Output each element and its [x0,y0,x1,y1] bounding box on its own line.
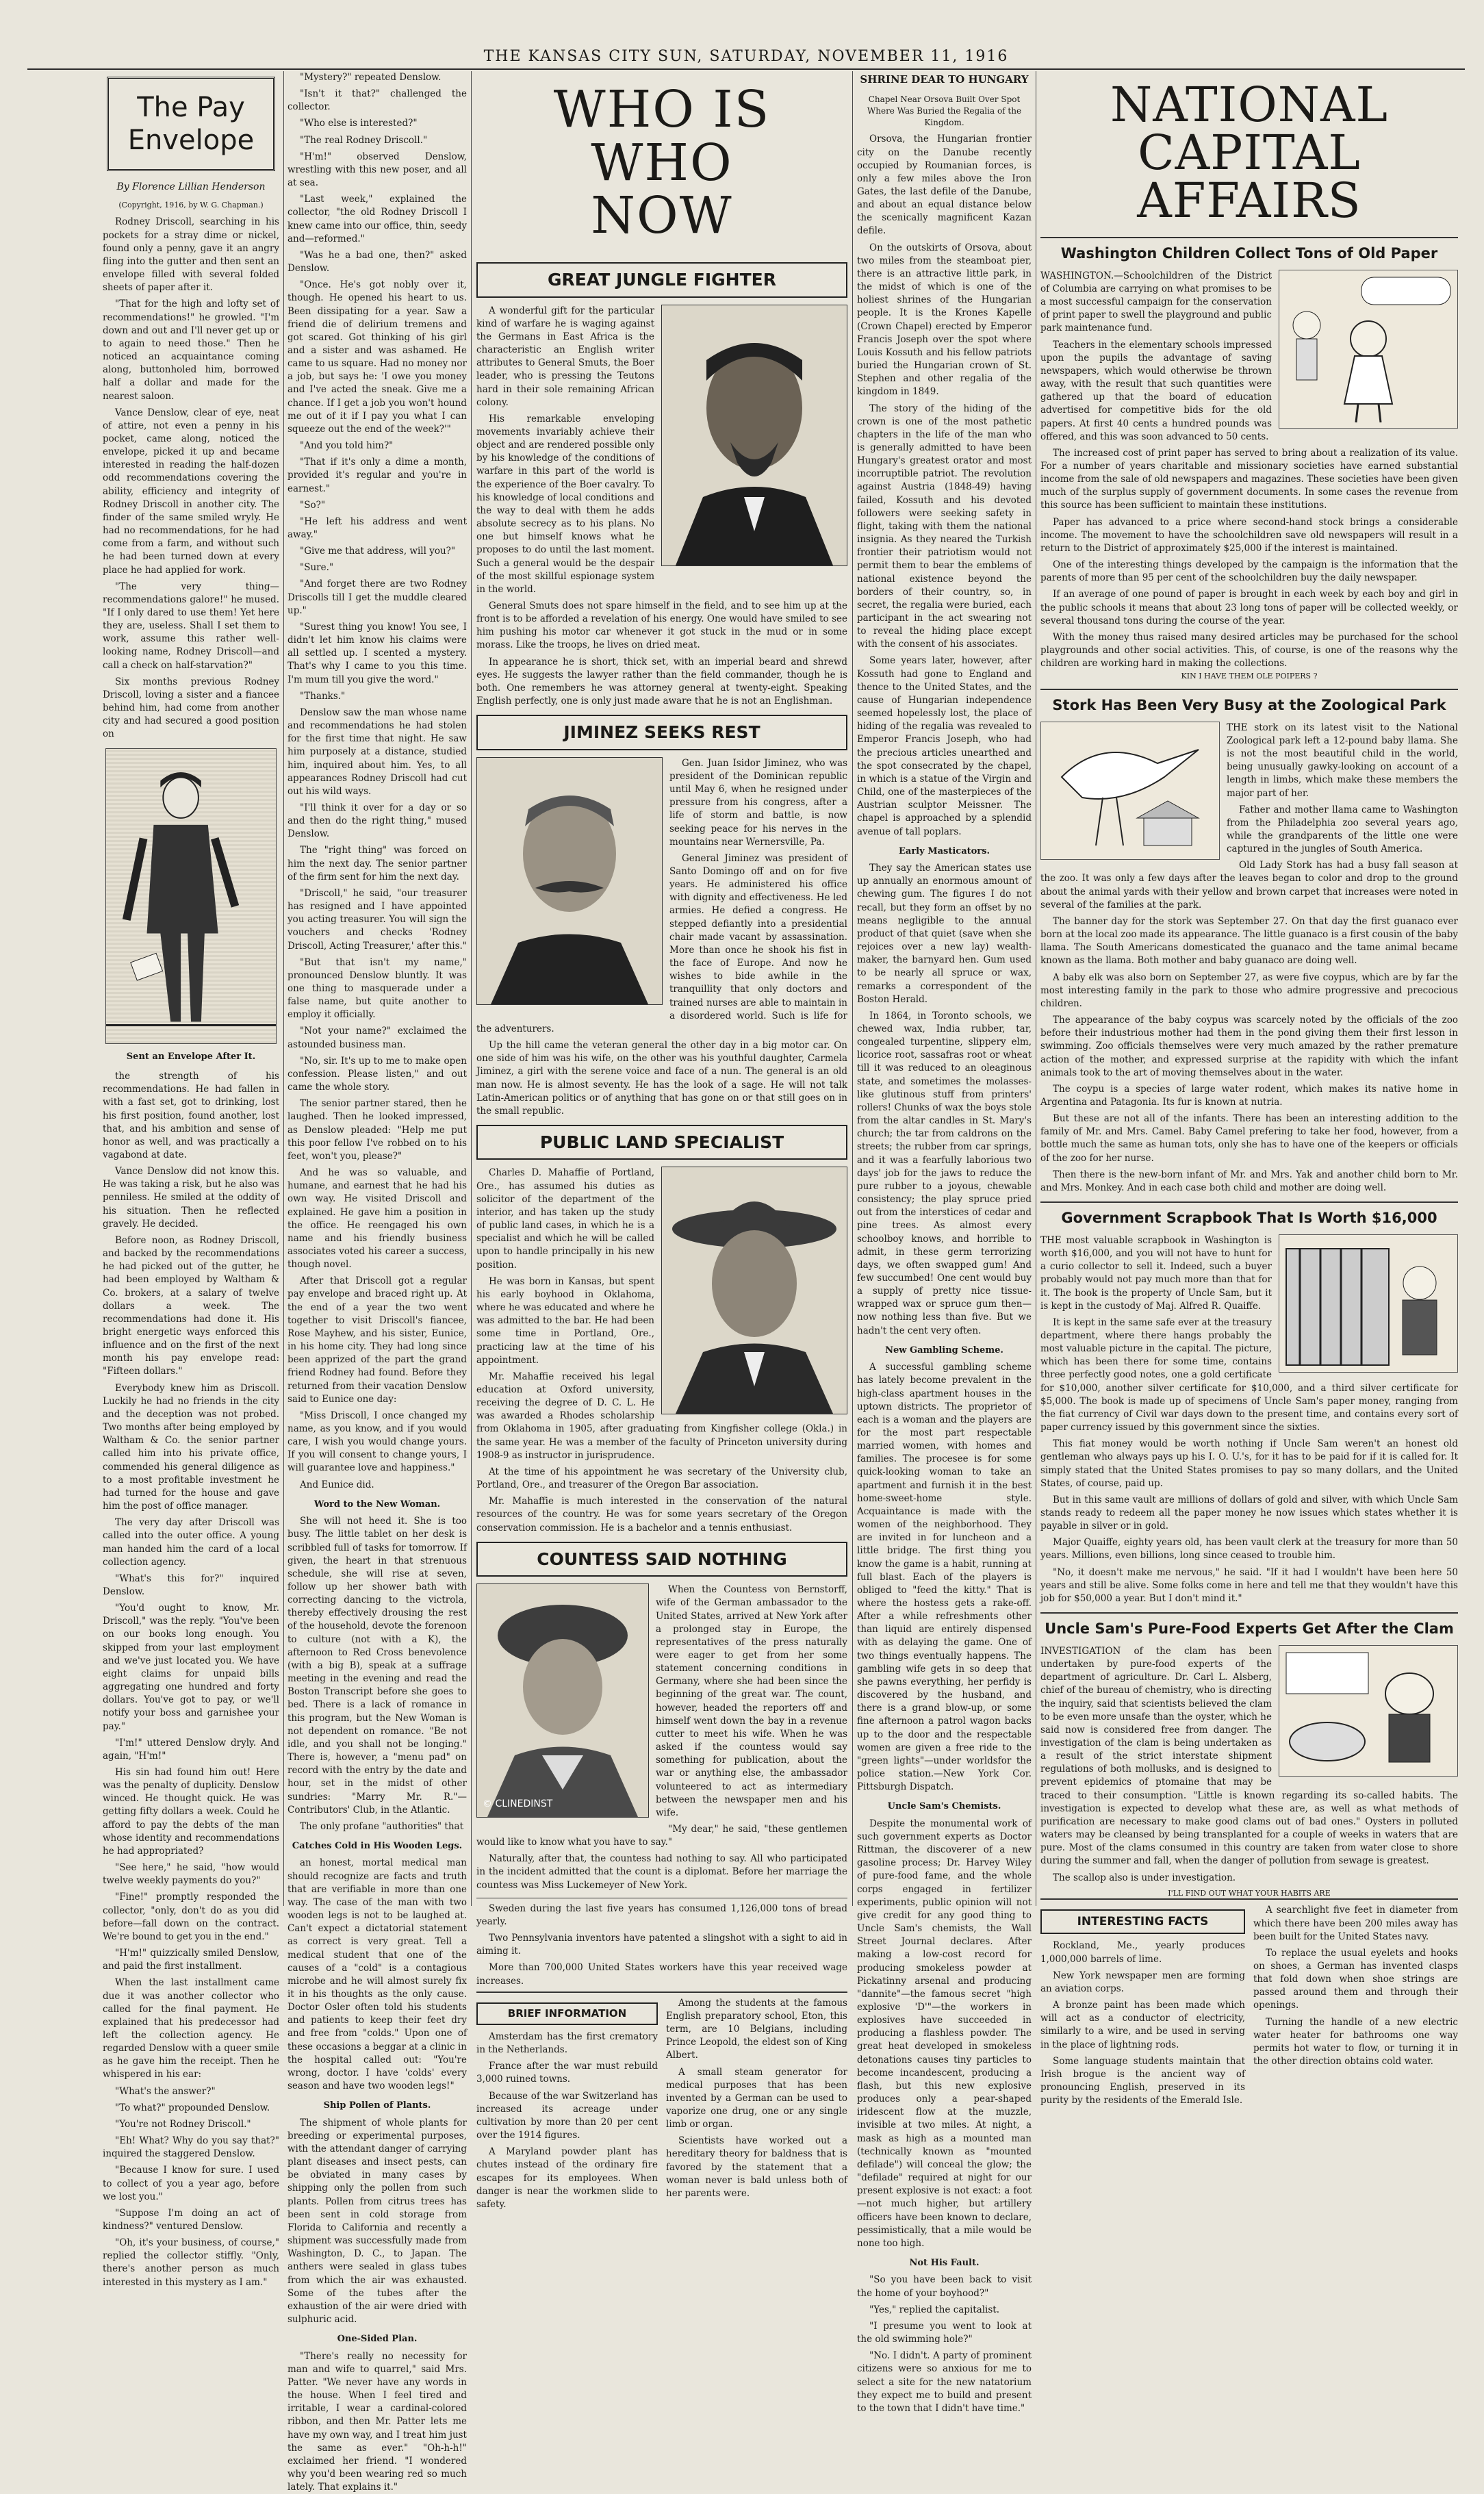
column-who-is-who [476,71,847,2210]
paragraph: Among the students at the famous English preparatory school, Eton, this term, are 10 Belgians, including Prince Leopold, the eldest son of King Albert. [666,1997,847,2061]
headline-old-paper: Washington Children Collect Tons of Old Paper [1040,237,1458,264]
paragraph: She will not heed it. She is too busy. The little tablet on her desk is scribbled full of tasks for tomorrow. If given, the heart in that strenuous schedule, she will rise at seven, follow up her shower bath with correcting dancing to the victrola, thereby effectively drousing the rest of the household, devote the forenoon to culture (not with a K), the afternoon to Red Cross benevolence (with a big B), speak at a suffrage meeting in the evening and read the Boston Transcript before she goes to bed. There is a lack of romance in this program, but the New Woman is not dependent on romance. "Be not idle, and you shall not be longing." There is, however, a "menu pad" on record with the entry by the date and hour, set in the midst of other sundries: "Marry Mr. R."—Contributors' Club, in the Atlantic. [287,1516,467,1816]
paragraph: With the money thus raised many desired articles may be purchased for the school playgrounds and other social activities. This, of course, is one of the reasons why the children are working hard in making the collections. [1040,631,1458,670]
subhead-one-sided-plan: One-Sided Plan. [337,2334,418,2345]
story-title-box [107,77,275,171]
paragraph: "Miss Driscoll, I once changed my name, as you know, and if you would care, I wish you would change yours. If you will consent to change yours, I will guarantee love and happiness." [287,1410,467,1474]
paragraph: After that Driscoll got a regular pay envelope and braced right up. At the end of a year the two went together to visit Driscoll's fiancee, Rose Mayhew, and his sister, Eunice, in his home city. They had long since been apprized of the part the grand friend Rodney had found. Before they returned from their vacation Denslow said to Eunice one day: [287,1275,467,1405]
paragraph: "Not your name?" exclaimed the astounded business man. [287,1026,467,1050]
paragraph: "There's really no necessity for man and wife to quarrel," said Mrs. Patter. "We never have any words in the house. When I feel tired and irritable, I wear a cardinal-colored ribbon, and then Mr. Patter lets me have my own way, and I treat him just the same as ever." "Oh-h-h!" exclaimed her friend. "I wondered why you'd been wearing red so much lately. That explains it." [287,2350,467,2493]
column-rule [283,71,284,1906]
story-title: The Pay Envelope [127,92,255,156]
paragraph: The "right thing" was forced on him the next day. The senior partner of the firm sent for him the next day. [287,845,467,882]
subhead-gambling: New Gambling Scheme. [885,1345,1003,1356]
column-national-capital [1040,71,1458,2107]
paragraph: "Thanks." [300,690,346,702]
section-title-line: CAPITAL AFFAIRS [1137,125,1361,229]
column-rule [852,71,853,1906]
paragraph: Amsterdam has the first crematory in the Netherlands. [476,2031,658,2056]
interesting-facts-right [1253,1904,1458,2111]
paragraph: "Fine!" promptly responded the collector, "only, don't do as you did before—fall down on the contract. We're bound to get you in the end." [103,1892,279,1942]
paragraph: Gen. Juan Isidor Jiminez, who was president of the Dominican republic until May 6, when he resigned under pressure from his congress, after a life of storm and battle, is now seeking peace for his nerves in the mountains near Wernersville, Pa. [669,757,847,848]
paragraph: It is kept in the same safe ever at the treasury department, where there hangs probably the most valuable picture in the capital. The picture, which has been there for some time, contains three perfectly good notes, one a gold certificate for $10,000, another silver certificate for $10,000, and a third silver certificate for $5,000. The book is made up of specimens of Uncle Sam's paper money, ranging from the fiat currency of Civil war days down to the present time, and contains every sort of paper currency issued by this government since the sixties. [1040,1316,1458,1434]
headline-clam: Uncle Sam's Pure-Food Experts Get After the Clam [1040,1612,1458,1640]
paragraph: "That if it's only a dime a month, provided it's regular and you're in earnest." [287,457,467,494]
cartoon-child-papers [1279,270,1458,429]
paragraph: A wonderful gift for the particular kind of warfare he is waging against the Germans in East Africa is the characteristic an English writer attributes to General Smuts, the Boer leader, who is pressing the Teutons hard in their sole remaining African colony. [476,305,654,408]
paragraph: A searchlight five feet in diameter from which there have been 200 miles away has been built for the United States navy. [1253,1905,1458,1942]
paragraph: "You're not Rodney Driscoll." [115,2118,251,2130]
paragraph: THE stork on its latest visit to the National Zoological park left a 12-pound baby llama. She is not the most beautiful child in the world, being unusually gawky-looking on account of a length in limbs, which make these members the major part of her. [1227,722,1458,799]
paragraph: "Was he a bad one, then?" asked Denslow. [287,249,467,275]
paragraph: "The very thing—recommendations galore!" he mused. "If I only dared to use them! Yet here they are, useless. Shall I set them to work, assume this rather well-looking name, Rodney Driscoll—and call a check on half-starvation?" [103,581,279,671]
clam-cartoon-icon [1279,1646,1457,1776]
interesting-facts-section [1040,1898,1458,2111]
paragraph: Some language students maintain that Irish brogue is the ancient way of pronouncing English, preserved in its purity by the residents of the Emerald Isle. [1040,2055,1245,2107]
paragraph: More than 700,000 United States workers have this year received wage increases. [476,1962,847,1987]
paragraph: Mr. Mahaffie received his legal education at Oxford university, receiving the degree of D. C. L. He was awarded a Rhodes scholarship from Oklahoma in 1905, after graduating from Kingfisher college (Okla.) in the same year. He was a member of the faculty of Princeton university during 1908-9 as instructor in jurisprudence. [476,1371,847,1461]
paragraph: "H'm!" quizzically smiled Denslow, and paid the first installment. [103,1948,279,1972]
paragraph: But in this same vault are millions of dollars of gold and silver, with which Uncle Sam stands ready to redeem all the paper money he now issues which states whether it is payable in silver or in gold. [1040,1494,1458,1532]
paragraph: In 1864, in Toronto schools, we chewed wax, India rubber, tar, congealed turpentine, slippery elm, licorice root, sassafras root or wheat till it was reduced to an oleaginous state, and sometimes the molasses-like glutinous stuff from printers' rollers! Chunks of wax the boys stole from the altar candles in St. Mary's church; the tar from caldrons on the streets; the rubber from car springs, and it was a fearfully laborious two days' job for the jaws to reduce the pure rubber to a joyous, chewable consistency; the play spruce pried out from the interstices of cedar and pine trees. As almost every schoolboy knows, and horrible to admit, in these germ terrorizing days, we often swapped gum! And few succumbed! One cent would buy a supply of pretty nice tissue-wrapped wax or spruce gum then—now nothing less than five. But we hadn't the cent very often. [857,1010,1032,1336]
paragraph: "To what?" propounded Denslow. [115,2102,270,2113]
paragraph: Rodney Driscoll, searching in his pockets for a stray dime or nickel, found only a penny, gave it an angry fling into the gutter and then sent an envelope filled with several folded sheets of paper after it. [103,216,279,294]
paragraph: The banner day for the stork was September 27. On that day the first guanaco ever born at the local zoo made its appearance. The little guanaco is a first cousin of the baby llama. The South Americans domesticated the guanaco and the tame animal became known as the llama. Both mother and baby guanaco are doing well. [1040,915,1458,967]
paragraph: A Maryland powder plant has chutes instead of the ordinary fire escapes for its employees. When danger is near the workmen slide to safety. [476,2146,658,2210]
paragraph: Charles D. Mahaffie of Portland, Ore., has assumed his duties as solicitor of the department of the interior, and has taken up the study of public land cases, in which he is a specialist and which he will be called upon to handle principally in his new position. [476,1167,654,1271]
headline-brief-information: BRIEF INFORMATION [476,2002,658,2025]
paragraph: "No, it doesn't make me nervous," he said. "If it had I wouldn't have been here 50 years and still be alive. Some folks come in here and tell me that they wouldn't have this job for $50,000 a year. But I don't mind it." [1040,1566,1458,1604]
paragraph: If an average of one pound of paper is brought in each week by each boy and girl in the public schools it means that about 23 long tons of paper will be collected weekly, or several thousand tons during the course of the year. [1040,589,1458,626]
paragraph: To replace the usual eyelets and hooks on shoes, a German has invented clasps that fold down when shoe strings are passed around them and through their openings. [1253,1947,1458,2011]
paragraph: A small steam generator for medical purposes that has been invented by a German can be used to vaporize one drug, one or any single limb or organ. [666,2066,847,2130]
paragraph: "Sure." [300,562,334,574]
paragraph: The very day after Driscoll was called into the outer office. A young man handed him the card of a local collection agency. [103,1517,279,1568]
paragraph: an honest, mortal medical man should recognize are facts and truth that are verifiable in more than one way. The case of the man with two wooden legs is not to be laughed at. Can't expect a dictatorial statement as correct is very great. Tell a medical student that one of the causes of a "cold" is a contagious microbe and he will almost surely fix it in his thoughts as the only cause. Doctor Osler often told his students and patients to keep their feet dry and free from "colds." Upon one of these occasions a beggar at a clinic in the hospital called out: "You're wrong, doctor. I have 'colds' every season and have two wooden legs!" [287,1857,467,2092]
paragraph: "So?" [300,499,326,511]
headline-interesting-facts: INTERESTING FACTS [1040,1909,1245,1934]
man-figure-icon [106,749,276,1043]
paragraph: Vance Denslow, clear of eye, neat of attire, not even a penny in his pocket, came along, noticed the envelope, picked it up and became interested in reading the half-dozen odd recommendations covering the ability, efficiency and integrity of Rodney Driscoll in another city. The finder of the same smiled wryly. He had no recommendations, for he had come from a farm, and without such he had been turned down at every place he had applied for work. [103,407,279,576]
paragraph: When the last installment came due it was another collector who called for the final payment. He explained that his predecessor had left the collection agency. He regarded Denslow with a queer smile as he gave him the receipt. Then he whispered in his ear: [103,1977,279,2081]
paragraph: One of the interesting things developed by the campaign is the information that the parents of more than 95 per cent of the schoolchildren buy the daily newspaper. [1040,559,1458,584]
paragraph: "Oh, it's your business, of course," replied the collector stiffly. "Only, there's another person as much interested in this mystery as I am." [103,2237,279,2288]
paragraph: "Surest thing you know! You see, I didn't let him know his claims were all settled up. I scented a mystery. That's why I came to you this time. I'm mum till you give the word." [287,621,467,685]
paragraph: His sin had found him out! Here was the penalty of duplicity. Denslow winced. He thought quick. He was getting fifty dollars a week. Could he afford to pay the debts of the man whose identity and recommendations he had appropriated? [103,1767,279,1857]
paragraph: Because of the war Switzerland has increased its acreage under cultivation by more than 20 per cent over the 1914 figures. [476,2090,658,2141]
portrait-man-hat-icon [662,1167,847,1414]
paragraph: Paper has advanced to a price where second-hand stock brings a considerable income. The movement to have the schoolchildren save old newspapers will result in a return to the District of approximately $25,000 if the interest is maintained. [1040,516,1458,554]
paragraph: Old Lady Stork has had a busy fall season at the zoo. It was only a few days after the leaves began to color and drop to the ground about the animal yards with their yellow and brown carpet that increases were noted in several of the families at the park. [1040,860,1458,911]
paragraph: Up the hill came the veteran general the other day in a big motor car. On one side of him was his wife, on the other was his youthful daughter, Carmela Jiminez, a girl with the serene voice and face of a nun. The general is an old man now. He is almost seventy. He has the look of a sage. He will not talk Latin-American politics or of anything that has gone on or that still goes on in the small republic. [476,1040,847,1117]
column-pay-envelope [103,71,279,2288]
illustration-man-envelope [105,748,277,1044]
headline-scrapbook: Government Scrapbook That Is Worth $16,000 [1040,1201,1458,1229]
cartoon-clam [1279,1645,1458,1777]
paragraph: But these are not all of the infants. There has been an interesting addition to the family of Mr. and Mrs. Camel. Baby Camel prefering to take her food, however, from a bottle much the same as human tots, only she has to have one of the keepers or officials of the zoo for her nurse. [1040,1113,1458,1164]
paragraph: Teachers in the elementary schools impressed upon the pupils the advantage of saving newspapers, which would otherwise be thrown away, with the result that such quantities were gathered up that the board of education advertised for competitive bids for the old papers. At first 40 cents a hundred pounds was offered, and this was soon advanced to 50 cents. [1040,339,1272,442]
paragraph: "And you told him?" [300,440,394,452]
paragraph: In appearance he is short, thick set, with an imperial beard and shrewd eyes. He suggests the lawyer rather than the field commander, though he is both. One remembers he was attorney general at twenty-eight. Speaking English perfectly, one is only just made aware that he is not an Englishman. [476,656,847,707]
interesting-facts-left [1040,1904,1245,2111]
headline-jiminez: JIMINEZ SEEKS REST [476,715,847,750]
paragraph: "Isn't it that?" challenged the collector. [287,88,467,113]
paragraph: The scallop also is under investigation. [1053,1872,1236,1883]
paragraph: Turning the handle of a new electric water heater for bathrooms one way permits hot water to flow, or turning it in the other direction obtains cold water. [1253,2016,1458,2067]
paragraph: "Suppose I'm doing an act of kindness?" ventured Denslow. [103,2207,279,2232]
paragraph: "Last week," explained the collector, "the old Rodney Driscoll I knew came into our office, thin, seedy and—reformed." [287,194,467,244]
headline-jungle-fighter: GREAT JUNGLE FIGHTER [476,262,847,298]
paragraph: General Jiminez was president of Santo Domingo off and on for five years. He administered his office with dignity and effectiveness. He led armies. He defied a congress. He stepped defiantly into a presidential chair made vacant by assassination. More than once he shook his fist in the face of Europe. And now he wishes to bide awhile in the tranquillity that only doctors and trained nurses are able to maintain in a disordered world. Such is life for the adventurers. [476,852,847,1034]
paragraph: "But that isn't my name," pronounced Denslow bluntly. It was one thing to masquerade under a false name, but quite another to employ it officially. [287,956,467,1021]
paragraph: A baby elk was also born on September 27, as were five coypus, which are by far the most interesting family in the park to those who admire progressive and precocious children. [1040,971,1458,1009]
paragraph: The senior partner stared, then he laughed. Then he looked impressed, as Denslow pleaded: "Help me put this poor fellow I've robbed on to his feet, won't you, please?" [287,1098,467,1162]
paragraph: "My dear," he said, "these gentlemen would like to know what you have to say." [476,1824,847,1848]
masthead [27,41,1465,70]
section-title-line: WHO IS WHO [553,80,771,192]
copyright-line: (Copyright, 1916, by W. G. Chapman.) [118,200,264,209]
section-title-who-is-who [476,80,847,246]
portrait-woman-icon [477,1584,648,1817]
paragraph: Sweden during the last five years has consumed 1,126,000 tons of bread yearly. [476,1903,847,1927]
paragraph: A successful gambling scheme has lately become prevalent in the high-class apartment houses in the uptown districts. The proprietor of each is a woman and the players are for the most part respectable married women, with homes and families. The procesee is for some quick-looking woman to take an apartment and furnish it in the best home-sweet-home style. Acquaintance is made with the women of the neighborhood. They are invited in for luncheon and a little bridge. The first thing you know the game is a habit, running at full blast. Each of the players is obliged to "feed the kitty." That is where the hostess gets a rake-off. After a while refreshments other than liquid are entirely dispensed with as delaying the game. One of two things eventually happens. The gambling wife gets in so deep that she pawns everything, her perfidy is discovered by the husband, and there is a grand blow-up, or some fine afternoon a patrol wagon backs up to the door and the respectable women are given a free ride to the "green lights"—under worldsfor the police station.—New York Cor. Pittsburgh Dispatch. [857,1362,1032,1793]
paragraph: General Smuts does not spare himself in the field, and to see him up at the front is to be afforded a revelation of his energy. One would have smiled to see him pushing his motor car whenever it got stuck in the mud or in some morass. Like the troops, he lives on dried meat. [476,600,847,651]
paragraph: The shipment of whole plants for breeding or experimental purposes, with the attendant danger of carrying plant diseases and insect pests, can be obviated in many cases by shipping only the pollen from such plants. Pollen from citrus trees has been sent in cold storage from Florida to California and recently a shipment was successfully made from Washington, D. C., to Japan. The anthers were sealed in glass tubes from which the air was exhausted. Some of the tubes after the exhaustion of the air were dried with sulphuric acid. [287,2117,467,2326]
paragraph: Scientists have worked out a hereditary theory for baldness that is favored by the statement that a woman never is bald unless both of her parents were. [666,2135,847,2199]
paragraph: Vance Denslow did not know this. He was taking a risk, but he also was penniless. He smiled at the oddity of his situation. Then he reflected gravely. He decided. [103,1166,279,1230]
subhead-new-woman: Word to the New Woman. [314,1499,441,1510]
paragraph: "You'd ought to know, Mr. Driscoll," was the reply. "You've been on our books long enough. You skipped from your last employment and we've just located you. We have eight claims for unpaid bills aggregating one hundred and forty dollars. You've got to pay, or we'll notify your boss and garnishee your pay." [103,1603,279,1732]
paragraph: And Eunice did. [300,1479,374,1490]
portrait-man-icon [662,305,847,565]
paragraph: Despite the monumental work of such government experts as Doctor Rittman, the discoverer of a new gasoline process; Dr. Harvey Wiley of pure-food fame, and the whole corps engaged in fertilizer experiments, public opinion will not give credit for any good thing to Uncle Sam's chemists, the Wall Street Journal declares. After making a low-cost record for producing smokeless powder at Pickatinny arsenal and producing "dannite"—the famous secret "high explosive 'D'"—the workers in explosives have succeeded in producing a flashless powder. The great heat developed in smokeless detonations causes tiny particles to become incandescent, producing a flash, but this new explosive produces only a pear-shaped iridescent flow at the muzzle, invisible at two miles. At night, a mask as high as a mounted man (technically known as "mounted defilade") will conceal the glow; the "defilade" required at night for our present explosive is not exact: a foot—not much higher, but artillery officers have been known to declare, pessimistically, that a mile would be none too high. [857,1818,1032,2249]
paragraph: "See here," he said, "how would twelve weekly payments do you?" [103,1862,279,1887]
paragraph: "What's the answer?" [115,2085,216,2097]
paragraph: WASHINGTON.—Schoolchildren of the District of Columbia are carrying on what promises to be a most successful campaign for the conservation of print paper to swell the playground and public park maintenance fund. [1040,270,1272,334]
paragraph: "What's this for?" inquired Denslow. [103,1573,279,1597]
paragraph: Two Pennsylvania inventors have patented a slingshot with a sight to aid in aiming it. [476,1933,847,1957]
section-title-line: NATIONAL [1110,77,1388,133]
brief-information-left [476,1997,658,2215]
paragraph: When the Countess von Bernstorff, wife of the German ambassador to the United States, arrived at New York after a prolonged stay in Europe, the representatives of the press naturally were eager to get from her some statement concerning conditions in Germany, where she had been since the beginning of the great war. The count, however, headed the reporters off and himself went down the bay in a revenue cutter to meet his wife. When he was asked if the countess would say something for publication, about the war or anything else, the ambassador volunteered to act as intermediary between the newspaper men and his wife. [656,1584,847,1818]
paragraph: "I'm!" uttered Denslow dryly. And again, "H'm!" [103,1737,279,1761]
portrait-man-icon [477,758,662,1004]
paragraph: "No. I didn't. A party of prominent citizens were so anxious for me to select a site for the new natatorium they expect me to build and present to the town that I didn't have time." [857,2350,1032,2414]
paragraph: "Eh! What? Why do you say that?" inquired the staggered Denslow. [103,2135,279,2160]
portrait-mahaffie [661,1167,847,1414]
brief-information-right [666,1997,847,2215]
paragraph: Mr. Mahaffie is much interested in the conservation of the natural resources of the country. He was for some years secretary of the Oregon conservation commission. He is a bachelor and a tennis enthusiast. [476,1496,847,1534]
column-rule [471,71,472,1906]
paragraph: Denslow saw the man whose name and recommendations he had stolen for the first time that night. He saw him purposely at a distance, studied him, inquired about him. Yes, to all appearances Rodney Driscoll had cut out his wild ways. [287,707,467,797]
paragraph: "And forget there are two Rodney Driscolls till I get the muddle cleared up." [287,578,467,616]
paragraph: "The real Rodney Driscoll." [300,134,428,146]
portrait-general-smuts [661,305,847,566]
subheadline-shrine: Chapel Near Orsova Built Over Spot Where Was Buried the Regalia of the Kingdom. [867,94,1022,128]
paragraph: Before noon, as Rodney Driscoll, and backed by the recommendations he had picked out of the gutter, he had been employed by Waltham & Co. brokers, at a salary of twelve dollars a week. The recommendations had done it. His bright energetic ways enforced this influence and on the first of the next month his pay envelope read: "Fifteen dollars." [103,1234,279,1377]
paragraph: The coypu is a species of large water rodent, which makes its native home in Argentina and Patagonia. Its fur is known at nutria. [1040,1083,1458,1108]
paragraph: INVESTIGATION of the clam has been undertaken by pure-food experts of the department of agriculture. Dr. Carl L. Alsberg, chief of the bureau of chemistry, who is directing the inquiry, said that scientists believed the clam to be even more unsafe than the oyster, which he said now is considered free from danger. The investigation of the clam is being undertaken as a result of the strict interstate shipment regulations of both mollusks, and is designed to prevent epidemics of ptomaine that may be traced to their consumption. "Little is known regarding its so-called habits. The investigation is expected to develop what these are, as well as what methods of purification are necessary to make good clams out of bad ones." Oysters in polluted waters may be cleansed by being transplanted for a couple of weeks in waters that are pure. Most of the clams consumed in this country are taken from water close to shore during the summer and fall, when the danger of pollution from sewage is greatest. [1040,1645,1458,1867]
paragraph: Some years later, however, after Kossuth had gone to England and thence to the United States, and the cause of Hungarian independence seemed hopelessly lost, the place of hiding of the regalia was revealed to Emperor Francis Joseph, who had the precious articles unearthed and the spot consecrated by the chapel, in which is a statue of the Virgin and Child, one of the masterpieces of the Austrian sculptor Meissner. The chapel is approached by a splendid avenue of tall poplars. [857,655,1032,837]
paragraph: the strength of his recommendations. He had fallen in with a fast set, got to drinking, lost his first position, found another, lost that, and his ambition and sense of honor as well, and was practically a vagabond at date. [103,1071,279,1160]
paragraph: A bronze paint has been made which will act as a conductor of electricity, similarly to a wire, and be used in serving in the place of lightning rods. [1040,2000,1245,2050]
paragraph: Rockland, Me., yearly produces 1,000,000 barrels of lime. [1040,1940,1245,1965]
paragraph: Orsova, the Hungarian frontier city on the Danube recently occupied by Roumanian forces, is only a few miles above the Iron Gates, the last defile of the Danube, and about an equal distance below the scenically magnificent Kazan defile. [857,133,1032,237]
paragraph: France after the war must rebuild 3,000 ruined towns. [476,2061,658,2085]
illustration-caption: Sent an Envelope After It. [126,1051,256,1062]
paragraph: "Once. He's got nobly over it, though. He opened his heart to us. Been dissipating for a year. Saw a friend die of delirium tremens and got scared. Got thinking of his girl and a sister and was ashamed. He came to us square. Had no money nor a job, but says he: 'I owe you money and I've acted the sneak. Give me a chance. If I get a job you won't hound me out of it if I pay you what I can squeeze out the end of the week?'" [287,279,467,435]
paragraph: "No, sir. It's up to me to make open confession. Please listen," and out came the whole story. [287,1055,467,1093]
paragraph: "Give me that address, will you?" [300,546,456,557]
paragraph: "Who else is interested?" [300,118,418,129]
paragraph: At the time of his appointment he was secretary of the University club, Portland, Ore., and treasurer of the Oregon Bar association. [476,1466,847,1491]
headline-stork: Stork Has Been Very Busy at the Zoological Park [1040,689,1458,716]
paragraph: This fiat money would be worth nothing if Uncle Sam weren't an honest old gentleman who always pays up his I. O. U.'s, for it has to be paid for if it is called for. It simply stated that the United States promises to pay so many dollars, and the United States, of course, paid up. [1040,1438,1458,1489]
paragraph: "That for the high and lofty set of recommendations!" he growled. "I'm down and out and I'll never get up or to again to need those." Then he noticed an acquaintance coming along, buttonholed him, borrowed half a dollar and made for the nearest saloon. [103,298,279,402]
paragraph: Father and mother llama came to Washington from the Philadelphia zoo several years ago, while the grandparents of the little one were captured in the jungles of South America. [1227,804,1458,855]
paragraph: "Because I know for sure. I used to collect of you a year ago, before we lost you." [103,2165,279,2202]
child-cartoon-icon [1279,270,1457,428]
paragraph: And he was so valuable, and humane, and earnest that he had his own way. He visited Driscoll and explained. He gave him a position in the office. He reengaged his own name and his friendly business associates voted his career a success, though novel. [287,1167,467,1271]
paragraph: The only profane "authorities" that [300,1820,464,1832]
portrait-general-jiminez [476,757,663,1005]
subhead-masticators: Early Masticators. [899,845,990,856]
subhead-pollen: Ship Pollen of Plants. [323,2100,431,2111]
headline-land-specialist: PUBLIC LAND SPECIALIST [476,1125,847,1160]
section-title-line: NOW [591,186,733,246]
paragraph: "So you have been back to visit the home of your boyhood?" [857,2274,1032,2299]
paragraph: His remarkable enveloping movements invariably achieve their object and are rendered possible only by his knowledge of the conditions of warfare in this part of the world is the experience of the Boer cavalry. To his knowledge of local conditions and the way to deal with them he adds absolute secrecy as to his plans. No one but himself knows what he proposes to do until the last moment. Such a general would be the despair of the most skillful espionage system in the world. [476,413,654,595]
paragraph: "H'm!" observed Denslow, wrestling with this new poser, and all at sea. [287,151,467,189]
paragraph: Six months previous Rodney Driscoll, loving a sister and a fiancee behind him, had come from another city and had secured a good position on [103,676,279,740]
paragraph: Then there is the new-born infant of Mr. and Mrs. Yak and another child born to Mr. and Mrs. Monkey. And in each case both child and mother are doing well. [1040,1169,1458,1193]
brief-information-section [476,1992,847,2215]
paragraph: "He left his address and went away." [287,516,467,540]
headline-shrine: SHRINE DEAR TO HUNGARY [860,73,1029,86]
paragraph: THE most valuable scrapbook in Washington is worth $16,000, and you will not have to hunt for a curio collector to sell it. Indeed, such a buyer probably would not pay much more than that for it. The book is the property of Uncle Sam, but it is kept in the custody of Maj. Alfred R. Quaiffe. [1040,1234,1272,1312]
cartoon-vault [1279,1234,1458,1373]
stork-icon [1041,722,1219,859]
paragraph: On the outskirts of Orsova, about two miles from the steamboat pier, there is an attractive little park, in the midst of which is one of the holiest shrines of the Hungarian people. It is the Krones Kapelle (Crown Chapel) erected by Emperor Francis Joseph over the spot where Louis Kossuth and his fellow patriots buried the Hungarian crown of St. Stephen and other regalia of the kingdom in 1849. [857,242,1032,398]
paragraph: "Yes," replied the capitalist. [869,2304,1000,2315]
column-shrine [857,71,1032,2414]
cartoon-speech-text: KIN I HAVE THEM OLE POIPERS ? [1181,672,1318,681]
paragraph: The increased cost of print paper has served to bring about a realization of its value. For a number of years charitable and missionary societies have earned substantial income from the sale of old newspapers and magazines. These societies have been given much of the surplus supply of government documents. In some cases the revenue from this source has been sufficient to maintain these institutions. [1040,447,1458,511]
paragraph: The story of the hiding of the crown is one of the most pathetic chapters in the life of the man who is generally admitted to have been Hungary's greatest orator and most incorruptible patriot. The revolution against Austria (1848-49) having failed, Kossuth and his devoted followers were seeking safety in flight, taking with them the national insignia. As they neared the Turkish frontier their patriotism would not permit them to bear the emblems of national existence beyond the borders of their country, so, in secret, the regalia were buried, each participant in the act swearing not to reveal the hiding place except with the consent of his associates. [857,403,1032,650]
paragraph: New York newspaper men are forming an aviation corps. [1040,1970,1245,1994]
photo-credit: © CLINEDINST [483,1798,553,1810]
paragraph: They say the American states use up annually an enormous amount of chewing gum. The figures I do not recall, but they form an offset by no means negligible to the annual product of that quiet (save when she rejoices over a new lay) wealth-maker, the barnyard hen. Gum used to be nearly all spruce or wax, remarks a correspondent of the Boston Herald. [857,863,1032,1005]
paragraph: Everybody knew him as Driscoll. Luckily he had no friends in the city and the deception was not probed. Two months after being employed by Waltham & Co. the senior partner called him into his private office, commended his general diligence as to a most profitable investment he had turned for the house and gave him the post of office manager. [103,1382,279,1512]
subhead-not-his-fault: Not His Fault. [909,2257,980,2268]
paragraph: "Driscoll," he said, "our treasurer has resigned and I have appointed you acting treasurer. You will sign the vouchers and checks 'Rodney Driscoll, Acting Treasurer,' after this." [287,887,468,952]
paragraph: The appearance of the baby coypus was scarcely noted by the officials of the zoo before their industrious mother had them in the pond giving them their first lesson in swimming. Zoo officials themselves were very much amazed by the rather premature action of the mother, and expressed surprise at the rapidity with which the infant animals took to the art of moving themselves about in the water. [1040,1015,1458,1078]
cartoon-clam-text: I'LL FIND OUT WHAT YOUR HABITS ARE [1168,1888,1331,1898]
vault-icon [1279,1235,1457,1372]
portrait-countess [476,1583,649,1818]
headline-countess: COUNTESS SAID NOTHING [476,1542,847,1577]
paragraph: Major Quaiffe, eighty years old, has been vault clerk at the treasury for more than 50 years. Millions, even billions, long since ceased to trouble him. [1040,1537,1458,1562]
cartoon-stork [1040,722,1220,860]
paragraph: "I presume you went to look at the old swimming hole?" [857,2320,1032,2345]
paragraph: Naturally, after that, the countess had nothing to say. All who participated in the incident admitted that the count is a diplomat. Before her marriage the countess was Miss Luckemeyer of New York. [476,1853,847,1891]
section-title-national-capital [1040,77,1458,229]
subhead-chemists: Uncle Sam's Chemists. [887,1801,1001,1812]
paragraph: He was born in Kansas, but spent his early boyhood in Oklahoma, where he was educated and where he was admitted to the bar. He had been some time in Portland, Ore., practicing law at the time of his appointment. [476,1275,654,1366]
paragraph: "I'll think it over for a day or so and then do the right thing," mused Denslow. [287,802,467,840]
byline: By Florence Lillian Henderson [116,181,266,192]
subhead-wooden-legs: Catches Cold in His Wooden Legs. [292,1840,463,1851]
masthead-text: THE KANSAS CITY SUN, SATURDAY, NOVEMBER 11, 1916 [483,48,1009,65]
column-pay-envelope-continued [287,71,468,2493]
filler-items [476,1898,847,1988]
paragraph: "Mystery?" repeated Denslow. [300,72,442,83]
